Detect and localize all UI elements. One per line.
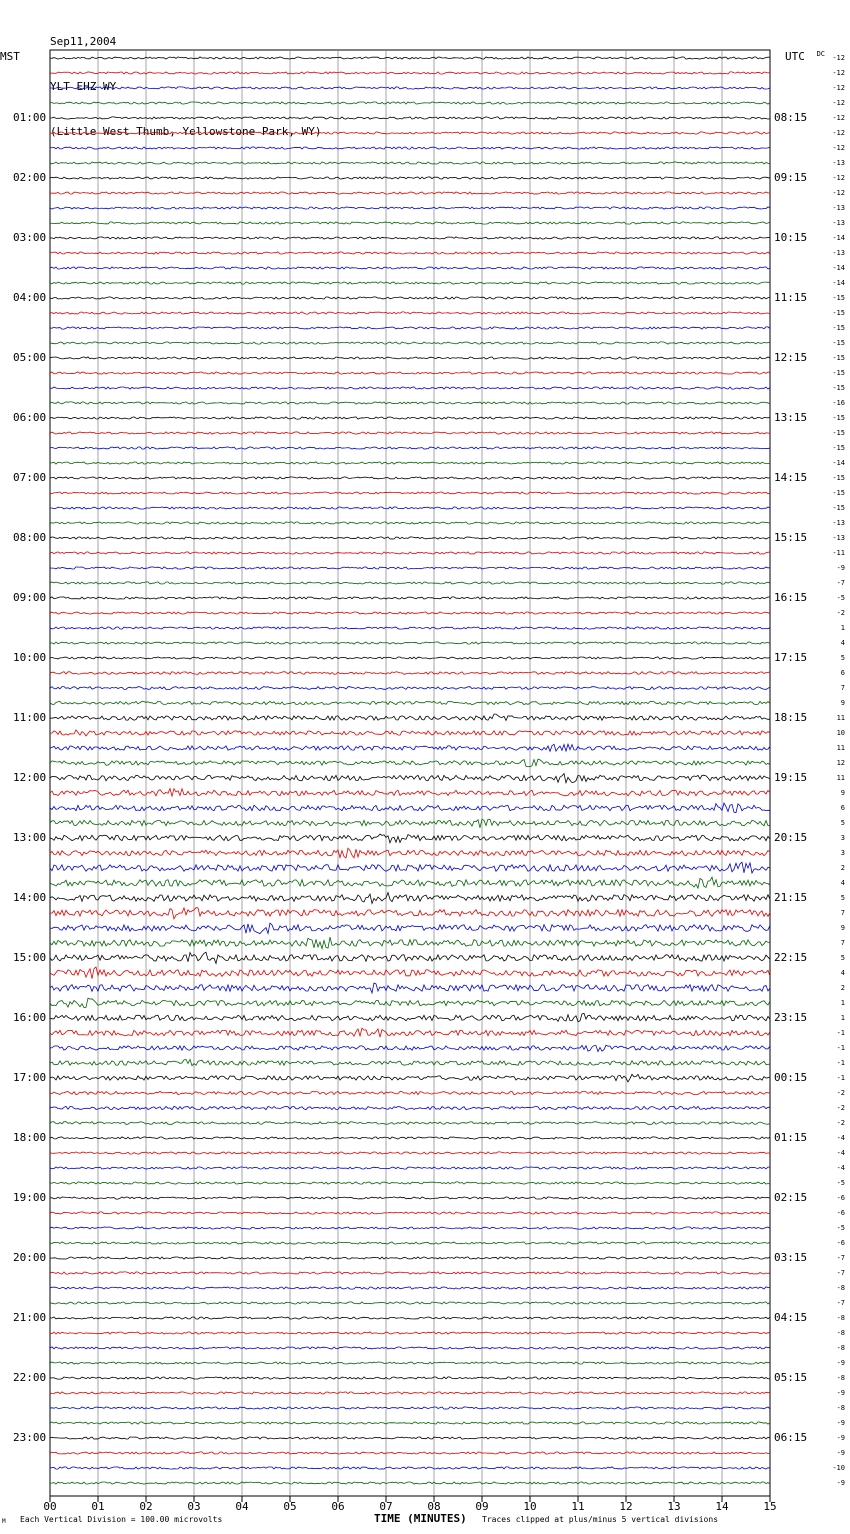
plot-date: Sep11,2004	[50, 35, 117, 48]
right-hour-label: 02:15	[774, 1191, 808, 1204]
dc-offset-label: -12	[832, 144, 845, 152]
trace-line	[50, 507, 770, 509]
trace-line	[50, 357, 770, 359]
dc-offset-label: -12	[832, 69, 845, 77]
dc-offset-label: -15	[832, 489, 845, 497]
trace-line	[50, 192, 770, 194]
dc-offset-label: -9	[836, 1479, 845, 1487]
trace-line	[50, 774, 770, 783]
trace-line	[50, 1452, 770, 1454]
trace-line	[50, 730, 770, 736]
trace-line	[50, 1152, 770, 1154]
station-code: YLT EHZ WY	[50, 80, 117, 93]
dc-offset-label: 11	[836, 714, 845, 722]
trace-line	[50, 642, 770, 644]
trace-line	[50, 1106, 770, 1109]
x-tick-label: 05	[283, 1500, 297, 1513]
left-hour-label: 03:00	[13, 231, 47, 244]
left-hour-label: 15:00	[13, 951, 47, 964]
dc-offset-label: 11	[836, 774, 845, 782]
x-tick-label: 12	[619, 1500, 633, 1513]
trace-line	[50, 1347, 770, 1349]
dc-offset-label: -15	[832, 414, 845, 422]
trace-line	[50, 819, 770, 828]
left-hour-label: 22:00	[13, 1371, 47, 1384]
left-hour-label: 20:00	[13, 1251, 47, 1264]
x-tick-label: 02	[139, 1500, 153, 1513]
left-hour-label: 01:00	[13, 111, 47, 124]
trace-line	[50, 312, 770, 314]
trace-line	[50, 297, 770, 299]
left-hour-label: 11:00	[13, 711, 47, 724]
trace-line	[50, 1227, 770, 1229]
dc-offset-label: 5	[840, 819, 845, 827]
trace-line	[50, 432, 770, 434]
trace-line	[50, 342, 770, 344]
dc-offset-label: 5	[840, 894, 845, 902]
dc-offset-label: -12	[832, 54, 845, 62]
dc-offset-label: -15	[832, 294, 845, 302]
dc-offset-label: -15	[832, 354, 845, 362]
x-tick-label: 08	[427, 1500, 441, 1513]
dc-offset-label: 5	[840, 654, 845, 662]
scale-note: Each Vertical Division = 100.00 microvolts	[20, 1515, 223, 1524]
dc-offset-label: 1	[840, 999, 845, 1007]
right-hour-label: 21:15	[774, 891, 808, 904]
trace-line	[50, 1287, 770, 1289]
right-hour-label: 00:15	[774, 1071, 808, 1084]
x-tick-label: 11	[571, 1500, 585, 1513]
trace-line	[50, 877, 770, 888]
right-hour-label: 15:15	[774, 531, 808, 544]
trace-line	[50, 1422, 770, 1424]
dc-offset-label: -8	[836, 1329, 845, 1337]
right-timezone-label: UTC	[785, 50, 805, 63]
trace-line	[50, 714, 770, 720]
dc-offset-label: 9	[840, 924, 845, 932]
trace-line	[50, 1212, 770, 1214]
left-hour-label: 06:00	[13, 411, 47, 424]
left-hour-label: 07:00	[13, 471, 47, 484]
x-tick-label: 04	[235, 1500, 249, 1513]
left-hour-label: 19:00	[13, 1191, 47, 1204]
dc-offset-label: -9	[836, 1449, 845, 1457]
dc-offset-label: -14	[832, 279, 845, 287]
trace-line	[50, 1257, 770, 1259]
dc-offset-label: -8	[836, 1284, 845, 1292]
dc-offset-label: -7	[836, 1269, 845, 1277]
dc-offset-label: -8	[836, 1374, 845, 1382]
trace-line	[50, 967, 770, 979]
dc-offset-label: -13	[832, 204, 845, 212]
trace-line	[50, 1197, 770, 1199]
dc-offset-label: -5	[836, 1224, 845, 1232]
dc-offset-label: -10	[832, 1464, 845, 1472]
x-tick-label: 13	[667, 1500, 681, 1513]
trace-line	[50, 803, 770, 813]
trace-line	[50, 612, 770, 614]
trace-line	[50, 923, 770, 934]
dc-offset-label: -11	[832, 549, 845, 557]
trace-line	[50, 998, 770, 1007]
trace-line	[50, 552, 770, 554]
x-tick-label: 14	[715, 1500, 729, 1513]
footer-mark: M	[2, 1518, 6, 1525]
left-hour-label: 13:00	[13, 831, 47, 844]
dc-header-label: DC	[816, 50, 825, 58]
trace-line	[50, 582, 770, 584]
right-hour-label: 16:15	[774, 591, 808, 604]
left-hour-label: 23:00	[13, 1431, 47, 1444]
trace-line	[50, 1407, 770, 1409]
x-tick-label: 06	[331, 1500, 345, 1513]
trace-line	[50, 672, 770, 675]
right-hour-label: 18:15	[774, 711, 808, 724]
trace-line	[50, 72, 770, 74]
dc-offset-label: 9	[840, 789, 845, 797]
right-hour-label: 11:15	[774, 291, 808, 304]
trace-line	[50, 207, 770, 209]
left-hour-label: 14:00	[13, 891, 47, 904]
dc-offset-label: 1	[840, 1014, 845, 1022]
left-hour-label: 17:00	[13, 1071, 47, 1084]
trace-line	[50, 908, 770, 919]
dc-offset-label: -4	[836, 1149, 845, 1157]
trace-line	[50, 983, 770, 993]
right-hour-label: 19:15	[774, 771, 808, 784]
trace-line	[50, 1482, 770, 1484]
right-hour-label: 23:15	[774, 1011, 808, 1024]
right-hour-label: 05:15	[774, 1371, 808, 1384]
trace-line	[50, 237, 770, 239]
dc-offset-label: -9	[836, 564, 845, 572]
trace-line	[50, 1272, 770, 1274]
dc-offset-label: 9	[840, 699, 845, 707]
trace-line	[50, 1122, 770, 1125]
trace-line	[50, 701, 770, 704]
trace-line	[50, 387, 770, 389]
x-axis-label: TIME (MINUTES)	[374, 1512, 467, 1525]
dc-offset-label: 3	[840, 834, 845, 842]
left-hour-label: 12:00	[13, 771, 47, 784]
right-hour-label: 13:15	[774, 411, 808, 424]
dc-offset-label: -14	[832, 459, 845, 467]
dc-offset-label: 4	[840, 639, 845, 647]
dc-offset-label: -15	[832, 369, 845, 377]
trace-line	[50, 952, 770, 963]
clip-note: Traces clipped at plus/minus 5 vertical divisions	[482, 1515, 719, 1524]
dc-offset-label: 2	[840, 984, 845, 992]
trace-line	[50, 744, 770, 751]
dc-offset-label: 4	[840, 879, 845, 887]
trace-line	[50, 848, 770, 858]
dc-offset-label: -12	[832, 99, 845, 107]
right-hour-label: 17:15	[774, 651, 808, 664]
dc-offset-label: -12	[832, 114, 845, 122]
trace-line	[50, 1182, 770, 1184]
dc-offset-label: -14	[832, 264, 845, 272]
trace-line	[50, 567, 770, 569]
dc-offset-label: 7	[840, 939, 845, 947]
dc-offset-label: 6	[840, 669, 845, 677]
dc-offset-label: -1	[836, 1074, 845, 1082]
right-hour-label: 14:15	[774, 471, 808, 484]
trace-line	[50, 477, 770, 479]
trace-line	[50, 162, 770, 164]
dc-offset-label: -9	[836, 1359, 845, 1367]
dc-offset-label: -15	[832, 474, 845, 482]
right-hour-label: 09:15	[774, 171, 808, 184]
x-tick-label: 03	[187, 1500, 201, 1513]
trace-line	[50, 372, 770, 374]
left-hour-label: 04:00	[13, 291, 47, 304]
dc-offset-label: 7	[840, 684, 845, 692]
trace-line	[50, 177, 770, 179]
trace-line	[50, 1167, 770, 1169]
trace-line	[50, 1332, 770, 1334]
dc-offset-label: 5	[840, 954, 845, 962]
trace-line	[50, 1074, 770, 1082]
dc-offset-label: -15	[832, 324, 845, 332]
trace-line	[50, 1467, 770, 1469]
right-hour-label: 12:15	[774, 351, 808, 364]
dc-offset-label: 11	[836, 744, 845, 752]
trace-line	[50, 1045, 770, 1051]
dc-offset-label: -9	[836, 1434, 845, 1442]
trace-line	[50, 327, 770, 329]
dc-offset-label: -8	[836, 1344, 845, 1352]
dc-offset-label: -6	[836, 1239, 845, 1247]
left-hour-label: 05:00	[13, 351, 47, 364]
trace-line	[50, 627, 770, 629]
trace-line	[50, 117, 770, 119]
trace-line	[50, 1013, 770, 1021]
trace-line	[50, 937, 770, 949]
dc-offset-label: -16	[832, 399, 845, 407]
x-tick-label: 10	[523, 1500, 537, 1513]
trace-line	[50, 1317, 770, 1319]
trace-line	[50, 267, 770, 269]
dc-offset-label: -15	[832, 504, 845, 512]
trace-line	[50, 1028, 770, 1037]
right-hour-label: 01:15	[774, 1131, 808, 1144]
dc-offset-label: -1	[836, 1059, 845, 1067]
trace-line	[50, 147, 770, 149]
trace-line	[50, 657, 770, 659]
dc-offset-label: -2	[836, 609, 845, 617]
dc-offset-label: -14	[832, 234, 845, 242]
trace-line	[50, 102, 770, 104]
dc-offset-label: -5	[836, 1179, 845, 1187]
trace-line	[50, 462, 770, 464]
trace-line	[50, 893, 770, 904]
trace-line	[50, 537, 770, 539]
x-tick-label: 00	[43, 1500, 57, 1513]
trace-line	[50, 1302, 770, 1304]
trace-line	[50, 1437, 770, 1439]
dc-offset-label: -15	[832, 444, 845, 452]
dc-offset-label: -8	[836, 1314, 845, 1322]
dc-offset-label: 3	[840, 849, 845, 857]
x-tick-label: 01	[91, 1500, 105, 1513]
dc-offset-label: -6	[836, 1209, 845, 1217]
right-hour-label: 04:15	[774, 1311, 808, 1324]
dc-offset-label: -4	[836, 1134, 845, 1142]
dc-offset-label: -8	[836, 1404, 845, 1412]
trace-line	[50, 282, 770, 284]
x-tick-label: 15	[763, 1500, 777, 1513]
trace-line	[50, 1242, 770, 1244]
dc-offset-label: -4	[836, 1164, 845, 1172]
trace-line	[50, 687, 770, 690]
dc-offset-label: -6	[836, 1194, 845, 1202]
trace-line	[50, 759, 770, 767]
trace-line	[50, 1137, 770, 1139]
left-timezone-label: MST	[0, 50, 20, 63]
trace-line	[50, 57, 770, 59]
station-location: (Little West Thumb, Yellowstone Park, WY)	[50, 125, 322, 138]
dc-offset-label: -1	[836, 1029, 845, 1037]
dc-offset-label: -9	[836, 1419, 845, 1427]
dc-offset-label: -13	[832, 159, 845, 167]
dc-offset-label: 6	[840, 804, 845, 812]
left-hour-label: 10:00	[13, 651, 47, 664]
dc-offset-label: -15	[832, 339, 845, 347]
right-hour-label: 20:15	[774, 831, 808, 844]
trace-line	[50, 402, 770, 404]
trace-line	[50, 597, 770, 599]
left-hour-label: 08:00	[13, 531, 47, 544]
dc-offset-label: -7	[836, 579, 845, 587]
trace-line	[50, 447, 770, 449]
dc-offset-label: -7	[836, 1299, 845, 1307]
dc-offset-label: -12	[832, 129, 845, 137]
dc-offset-label: -15	[832, 309, 845, 317]
dc-offset-label: -13	[832, 534, 845, 542]
trace-line	[50, 834, 770, 843]
dc-offset-label: 10	[836, 729, 845, 737]
trace-line	[50, 492, 770, 494]
trace-line	[50, 417, 770, 419]
dc-offset-label: -9	[836, 1389, 845, 1397]
dc-offset-label: 2	[840, 864, 845, 872]
plot-frame	[50, 50, 770, 1496]
trace-line	[50, 1377, 770, 1379]
trace-line	[50, 1091, 770, 1094]
trace-line	[50, 1392, 770, 1394]
dc-offset-label: -12	[832, 189, 845, 197]
dc-offset-label: -13	[832, 219, 845, 227]
dc-offset-label: 4	[840, 969, 845, 977]
trace-line	[50, 862, 770, 873]
right-hour-label: 03:15	[774, 1251, 808, 1264]
left-hour-label: 02:00	[13, 171, 47, 184]
x-tick-label: 09	[475, 1500, 489, 1513]
dc-offset-label: -2	[836, 1089, 845, 1097]
right-hour-label: 10:15	[774, 231, 808, 244]
dc-offset-label: -2	[836, 1119, 845, 1127]
trace-line	[50, 87, 770, 89]
trace-line	[50, 1059, 770, 1065]
dc-offset-label: -5	[836, 594, 845, 602]
x-tick-label: 07	[379, 1500, 393, 1513]
dc-offset-label: -15	[832, 384, 845, 392]
trace-line	[50, 789, 770, 797]
trace-line	[50, 1362, 770, 1364]
left-hour-label: 09:00	[13, 591, 47, 604]
dc-offset-label: -13	[832, 249, 845, 257]
right-hour-label: 08:15	[774, 111, 808, 124]
right-hour-label: 06:15	[774, 1431, 808, 1444]
left-hour-label: 16:00	[13, 1011, 47, 1024]
dc-offset-label: -15	[832, 429, 845, 437]
dc-offset-label: -1	[836, 1044, 845, 1052]
dc-offset-label: -12	[832, 84, 845, 92]
trace-line	[50, 522, 770, 524]
dc-offset-label: -12	[832, 174, 845, 182]
dc-offset-label: 12	[836, 759, 845, 767]
dc-offset-label: -13	[832, 519, 845, 527]
dc-offset-label: 1	[840, 624, 845, 632]
dc-offset-label: 7	[840, 909, 845, 917]
dc-offset-label: -7	[836, 1254, 845, 1262]
left-hour-label: 21:00	[13, 1311, 47, 1324]
dc-offset-label: -2	[836, 1104, 845, 1112]
trace-line	[50, 132, 770, 134]
left-hour-label: 18:00	[13, 1131, 47, 1144]
right-hour-label: 22:15	[774, 951, 808, 964]
trace-line	[50, 222, 770, 224]
trace-line	[50, 252, 770, 254]
